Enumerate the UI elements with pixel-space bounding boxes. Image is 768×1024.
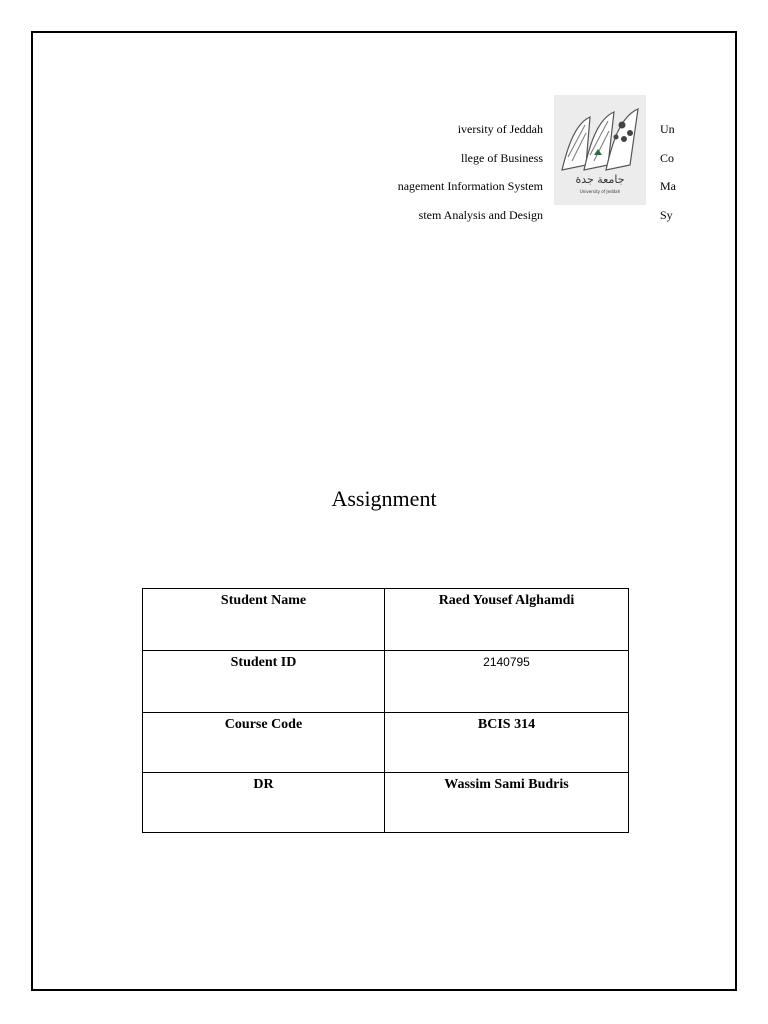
student-id-label: Student ID	[143, 651, 385, 713]
student-name-value: Raed Yousef Alghamdi	[385, 589, 629, 651]
student-info-table	[142, 588, 629, 833]
university-of-jeddah-logo-icon	[554, 95, 646, 205]
student-id-value: 2140795	[385, 651, 629, 713]
course-code-label: Course Code	[143, 713, 385, 773]
header-department-right: Ma	[660, 179, 676, 193]
header-university-right: Un	[660, 122, 675, 136]
instructor-value: Wassim Sami Budris	[385, 773, 629, 833]
document-title: Assignment	[331, 486, 437, 511]
logo-english-text: University of Jeddah	[579, 189, 621, 194]
table-row	[143, 651, 629, 713]
header-college-left: llege of Business	[461, 151, 543, 165]
table-row	[143, 713, 629, 773]
header-department-left: nagement Information System	[397, 179, 543, 193]
university-logo	[554, 95, 646, 205]
course-code-value: BCIS 314	[385, 713, 629, 773]
logo-arabic-text: جامعة جدة	[575, 173, 625, 186]
header-course-left: stem Analysis and Design	[418, 208, 543, 222]
header-college-right: Co	[660, 151, 675, 165]
table-row	[143, 773, 629, 833]
instructor-label: DR	[143, 773, 385, 833]
table-row	[143, 589, 629, 651]
header-university-left: iversity of Jeddah	[457, 122, 543, 136]
header-course-right: Sy	[660, 208, 673, 222]
student-name-label: Student Name	[143, 589, 385, 651]
